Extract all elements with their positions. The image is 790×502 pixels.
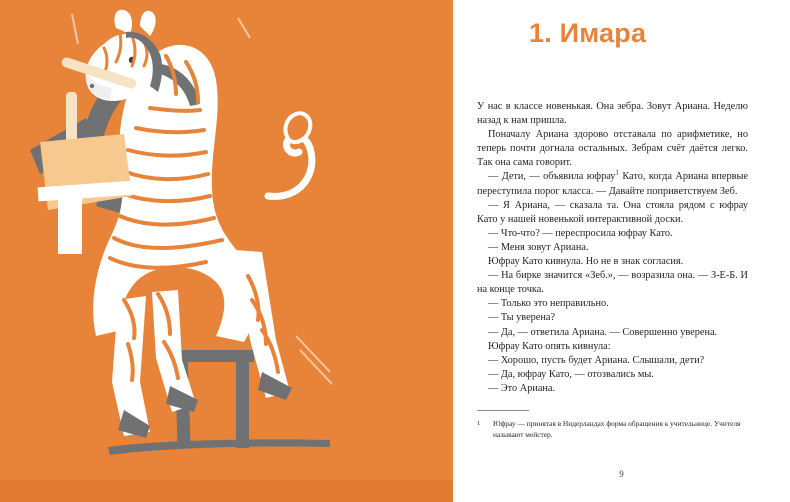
- page-bottom-band: [0, 480, 453, 502]
- footnote-number: 1: [477, 420, 481, 427]
- paragraph: Юфрау Като опять кивнула:: [488, 340, 611, 352]
- footnote-text: Юфрау — принятая в Нидерландах форма обращения к учительнице. Учителя называют мейстер.: [493, 419, 741, 439]
- paragraph: Поначалу Ариана здорово отставала по арифметике, но теперь почти догнала остальных. Зебрам счёт даётся легко. Так она сама говорит.: [477, 129, 748, 169]
- footnote: [477, 419, 749, 440]
- paragraph: — Ты уверена?: [488, 312, 556, 324]
- right-page-text-panel: [453, 0, 790, 502]
- footnote-divider: [477, 410, 529, 411]
- paragraph: — Хорошо, пусть будет Ариана. Слышали, дети?: [488, 354, 705, 366]
- paragraph: — На бирке значится «Зеб.», — возразила она. — З-Е-Б. И на конце точка.: [477, 270, 748, 296]
- paragraph: — Меня зовут Ариана.: [488, 241, 589, 253]
- body-text: [477, 100, 748, 396]
- paragraph: Юфрау Като кивнула. Но не в знак согласия.: [488, 256, 684, 268]
- paragraph: У нас в классе новенькая. Она зебра. Зовут Ариана. Неделю назад к нам пришла.: [477, 101, 748, 127]
- page-number: 9: [619, 469, 624, 479]
- paragraph: — Только это неправильно.: [488, 298, 609, 310]
- paragraph: — Да, юфрау Като, — отозвались мы.: [488, 368, 654, 380]
- chapter-title: 1. Имара: [529, 18, 647, 48]
- paragraph: — Я Ариана, — сказала та. Она стояла рядом с юфрау Като у нашей новенькой интерактивной доски.: [477, 199, 748, 225]
- paragraph: — Что-что? — переспросила юфрау Като.: [488, 227, 673, 239]
- footnote-marker[interactable]: 1: [615, 169, 619, 178]
- paragraph-text-before-footnote: — Дети, — объявила юфрау: [488, 171, 616, 183]
- paragraph: — Да, — ответила Ариана. — Совершенно уверена.: [488, 326, 718, 338]
- paragraph: — Это Ариана.: [488, 382, 556, 394]
- paragraph-with-footnote: [477, 170, 748, 198]
- paragraph-text-after-footnote: Като, когда Ариана впервые переступила порог класса. — Давайте поприветствуем Зеб.: [477, 171, 748, 197]
